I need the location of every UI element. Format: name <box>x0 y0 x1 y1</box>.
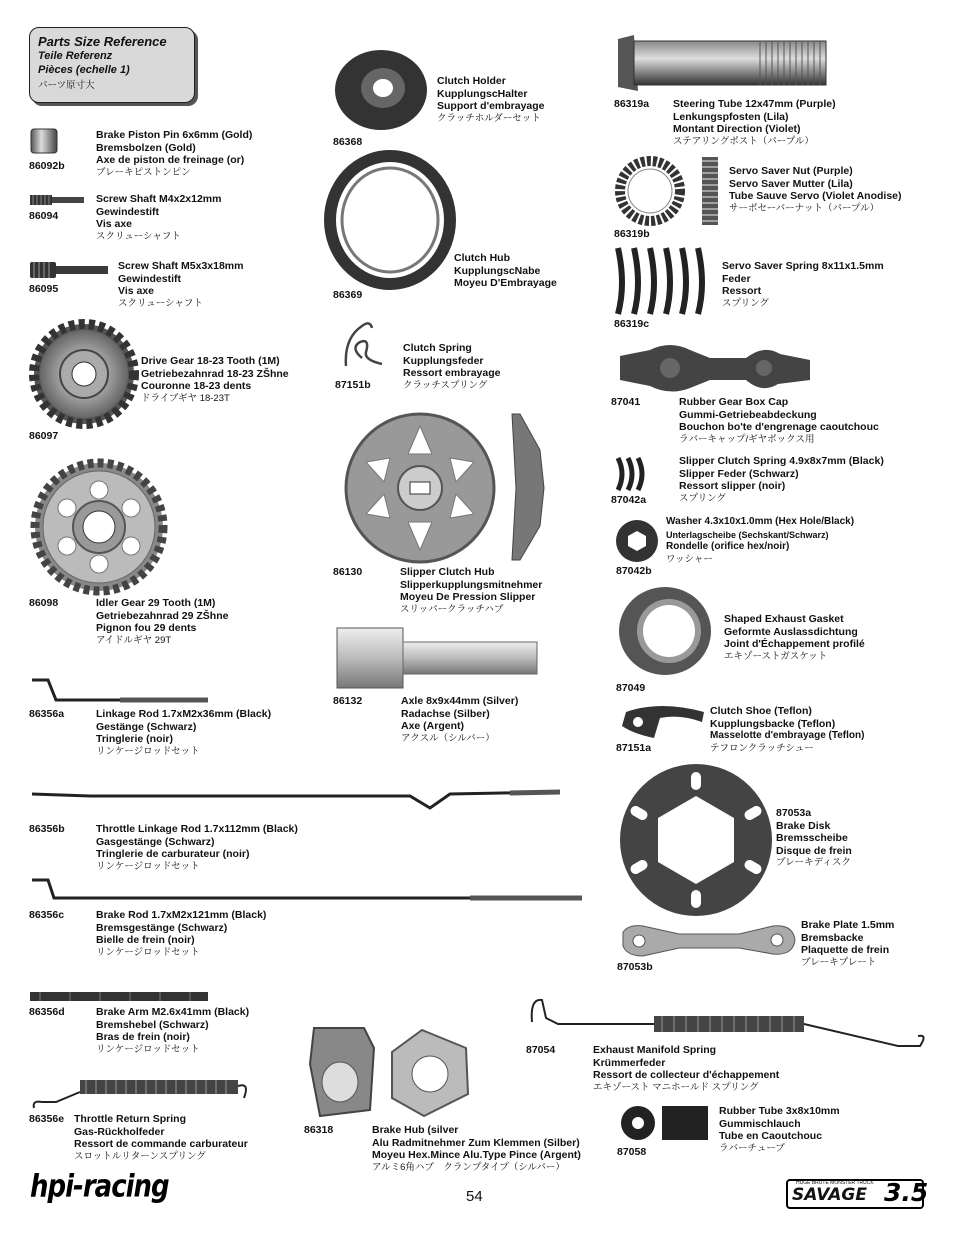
screw-shaft-m4-image <box>30 193 86 207</box>
part-number: 87042b <box>616 565 652 577</box>
label-jp: ブレーキプレート <box>801 956 877 968</box>
part-number: 86097 <box>29 430 59 442</box>
label-en: Steering Tube 12x47mm (Purple) <box>673 98 836 110</box>
part-label-87053a <box>776 807 852 870</box>
drive-gear-image <box>30 320 138 428</box>
label-de: Radachse (Silber) <box>401 707 490 720</box>
label-jp: ブレーキピストンピン <box>96 166 191 178</box>
label-en: Brake Hub (silver <box>372 1124 459 1136</box>
part-label-87053b <box>801 919 894 969</box>
part-number: 86319a <box>614 98 650 110</box>
label-en: Slipper Clutch Hub <box>400 566 495 578</box>
label-jp: リンケージロッドセット <box>96 1043 200 1055</box>
label-de: Lenkungspfosten (Lila) <box>673 110 789 123</box>
label-jp: クラッチスプリング <box>403 379 488 391</box>
label-en: Screw Shaft M4x2x12mm <box>96 193 222 205</box>
part-number: 86319c <box>614 318 650 330</box>
label-fr: Ressort embrayage <box>403 367 501 380</box>
part-number: 87042a <box>611 494 647 506</box>
part-number: 86095 <box>29 283 59 295</box>
label-en: Washer 4.3x10x1.0mm (Hex Hole/Black) <box>666 516 855 527</box>
savage-logo <box>786 1178 929 1209</box>
part-label-86356c <box>96 909 266 959</box>
label-de: Gummi-Getriebeabdeckung <box>679 408 817 421</box>
label-fr: Moyeu De Pression Slipper <box>400 591 536 604</box>
label-fr: Bras de frein (noir) <box>96 1031 190 1044</box>
part-label-86369 <box>454 252 557 290</box>
label-de: Bremsbacke <box>801 931 864 944</box>
clutch-hub-image <box>326 152 454 288</box>
rubber-gear-box-cap-image <box>614 340 812 396</box>
savage-logo-number: 3.5 <box>884 1178 929 1207</box>
label-en: Drive Gear 18-23 Tooth (1M) <box>141 355 280 367</box>
label-de: KupplungscNabe <box>454 264 541 277</box>
label-en: Brake Rod 1.7xM2x121mm (Black) <box>96 909 267 921</box>
label-jp: スプリング <box>679 492 726 504</box>
label-fr: Disque de frein <box>776 844 852 857</box>
part-number: 86132 <box>333 695 363 707</box>
brake-piston-pin-image <box>30 128 58 154</box>
label-de: Kupplungsfeder <box>403 354 484 367</box>
part-number: 86130 <box>333 566 363 578</box>
label-de: Kupplungsbacke (Teflon) <box>710 717 836 730</box>
label-en: Clutch Shoe (Teflon) <box>710 705 812 717</box>
reference-title-fr: Pièces (echelle 1) <box>38 64 130 76</box>
slipper-clutch-hub-image <box>334 410 554 564</box>
label-jp: リンケージロッドセット <box>96 946 200 958</box>
label-fr: Moyeu D'Embrayage <box>454 277 557 290</box>
steering-tube-image <box>614 35 828 93</box>
label-de: Bremshebel (Schwarz) <box>96 1018 209 1031</box>
throttle-return-spring-image <box>30 1072 250 1112</box>
clutch-shoe-image <box>620 704 708 742</box>
part-label-86092b <box>96 129 252 179</box>
label-fr: Vis axe <box>118 285 155 298</box>
part-number: 86356e <box>29 1113 65 1125</box>
label-jp: スプリング <box>722 297 769 309</box>
part-label-87054 <box>593 1044 779 1094</box>
part-number: 86356c <box>29 909 65 921</box>
label-fr: Masselotte d'embrayage (Teflon) <box>710 730 865 742</box>
part-number: 87053a <box>776 807 812 819</box>
label-jp: ラバーチューブ <box>719 1142 785 1154</box>
part-label-86356e <box>74 1113 248 1163</box>
label-jp: スクリューシャフト <box>118 297 203 309</box>
label-de: KupplungscHalter <box>437 87 528 100</box>
part-number: 86356a <box>29 708 65 720</box>
part-number: 87151a <box>616 742 652 754</box>
label-jp: エキゾースト マニホールド スプリング <box>593 1081 759 1093</box>
brake-hub-image <box>304 1024 476 1120</box>
label-jp: ラバーキャップ/ギヤボックス用 <box>679 433 815 445</box>
label-fr: Moyeu Hex.Mince Alu.Type Pince (Argent) <box>372 1149 581 1162</box>
part-label-86318 <box>372 1124 581 1174</box>
label-en: Servo Saver Nut (Purple) <box>729 165 853 177</box>
part-number: 87049 <box>616 682 646 694</box>
label-jp: ブレーキディスク <box>776 857 851 869</box>
part-number: 86356d <box>29 1006 65 1018</box>
label-en: Brake Piston Pin 6x6mm (Gold) <box>96 129 253 141</box>
label-en: Axle 8x9x44mm (Silver) <box>401 695 519 707</box>
rubber-tube-image <box>620 1103 712 1143</box>
label-en: Brake Arm M2.6x41mm (Black) <box>96 1006 250 1018</box>
part-label-87041 <box>679 396 879 446</box>
label-en: Rubber Tube 3x8x10mm <box>719 1105 840 1117</box>
label-de: Gewindestift <box>96 205 160 218</box>
label-fr: Ressort de collecteur d'échappement <box>593 1069 780 1082</box>
label-en: Shaped Exhaust Gasket <box>724 613 844 625</box>
part-number: 86092b <box>29 160 65 172</box>
part-number: 86369 <box>333 289 363 301</box>
label-jp: リンケージロッドセット <box>96 745 200 757</box>
part-label-86130 <box>400 566 542 616</box>
label-en: Servo Saver Spring 8x11x1.5mm <box>722 260 884 272</box>
label-fr: Bouchon bo'te d'engrenage caoutchouc <box>679 421 879 434</box>
part-label-87058 <box>719 1105 840 1155</box>
label-en: Throttle Return Spring <box>74 1113 186 1125</box>
label-fr: Axe de piston de freinage (or) <box>96 154 245 167</box>
clutch-spring-image <box>340 318 386 368</box>
part-number: 86098 <box>29 597 59 609</box>
savage-logo-subtitle: HUGE BRUTE MONSTER TRUCK <box>796 1180 874 1186</box>
exhaust-gasket-image <box>617 585 713 677</box>
part-number: 86368 <box>333 136 363 148</box>
exhaust-manifold-spring-image <box>528 994 930 1050</box>
label-en: Brake Disk <box>776 819 831 832</box>
slipper-clutch-spring-image <box>614 454 650 494</box>
clutch-holder-image <box>333 48 429 132</box>
label-de: Gummischlauch <box>719 1117 801 1130</box>
label-en: Exhaust Manifold Spring <box>593 1044 717 1056</box>
label-fr: Support d'embrayage <box>437 100 545 113</box>
part-label-86319a <box>673 98 836 148</box>
part-number: 86319b <box>614 228 650 240</box>
label-jp: クラッチホルダーセット <box>437 112 541 124</box>
throttle-linkage-rod-image <box>30 784 562 814</box>
label-en: Slipper Clutch Spring 4.9x8x7mm (Black) <box>679 455 884 467</box>
label-fr: Tringlerie de carburateur (noir) <box>96 848 250 861</box>
label-fr: Ressort de commande carburateur <box>74 1138 248 1151</box>
label-de: Bremsgestänge (Schwarz) <box>96 921 228 934</box>
reference-title-de: Teile Referenz <box>38 50 113 62</box>
part-label-86098 <box>96 597 228 647</box>
part-number: 87058 <box>617 1146 647 1158</box>
label-en: Idler Gear 29 Tooth (1M) <box>96 597 216 609</box>
savage-logo-text: SAVAGE <box>792 1185 867 1205</box>
brake-arm-image <box>30 990 210 1004</box>
part-number: 86094 <box>29 210 59 222</box>
part-label-87151b <box>403 342 500 392</box>
label-jp: ワッシャー <box>666 553 713 565</box>
part-label-86095 <box>118 260 243 310</box>
label-de: Bremsscheibe <box>776 832 848 845</box>
part-label-87151a <box>710 705 864 755</box>
axle-image <box>335 626 541 692</box>
part-number: 87041 <box>611 396 641 408</box>
label-jp: ステアリングポスト（パープル） <box>673 135 814 147</box>
label-de: Gas-Rückholfeder <box>74 1125 165 1138</box>
label-jp: アイドルギヤ 29T <box>96 634 172 646</box>
label-de: Slipper Feder (Schwarz) <box>679 467 799 480</box>
label-fr: Ressort slipper (noir) <box>679 480 786 493</box>
label-de: Krümmerfeder <box>593 1056 666 1069</box>
label-en: Clutch Spring <box>403 342 472 354</box>
part-label-86356b <box>96 823 298 873</box>
label-fr: Tube en Caoutchouc <box>719 1130 823 1143</box>
part-label-86097 <box>141 355 289 405</box>
label-de: Slipperkupplungsmitnehmer <box>400 578 543 591</box>
label-jp: アルミ6角ハブ クランプタイプ（シルバー） <box>372 1161 565 1173</box>
label-de: Feder <box>722 272 751 285</box>
label-en: Rubber Gear Box Cap <box>679 396 789 408</box>
washer-hex-hole-image <box>614 518 660 564</box>
label-de: Unterlagscheibe (Sechskant/Schwarz) <box>666 529 829 540</box>
label-fr: Rondelle (orifice hex/noir) <box>666 541 790 553</box>
label-jp: アクスル（シルバー） <box>401 732 495 744</box>
label-fr: Vis axe <box>96 218 133 231</box>
label-fr: Ressort <box>722 285 762 298</box>
page-number: 54 <box>466 1188 483 1205</box>
label-de: Alu Radmitnehmer Zum Klemmen (Silber) <box>372 1136 580 1149</box>
part-label-87049 <box>724 613 865 663</box>
hpi-racing-logo: hpi-racing <box>30 1169 169 1205</box>
label-fr: Tringlerie (noir) <box>96 733 174 746</box>
label-de: Getriebezahnrad 29 ZŠhne <box>96 609 229 622</box>
brake-disk-image <box>618 762 774 918</box>
label-jp: スクリューシャフト <box>96 230 181 242</box>
parts-size-reference-box <box>29 27 195 103</box>
label-jp: スロットルリターンスプリング <box>74 1150 206 1162</box>
label-jp: テフロンクラッチシュー <box>710 742 814 754</box>
part-label-86319c <box>722 260 884 310</box>
label-en: Throttle Linkage Rod 1.7x112mm (Black) <box>96 823 298 835</box>
label-fr: Montant Direction (Violet) <box>673 123 801 136</box>
label-de: Bremsbolzen (Gold) <box>96 141 196 154</box>
label-jp: ドライブギヤ 18-23T <box>141 392 230 404</box>
part-number: 86318 <box>304 1124 334 1136</box>
part-number: 87054 <box>526 1044 556 1056</box>
label-jp: サーボセーバーナット（パープル） <box>729 202 880 214</box>
label-de: Getriebezahnrad 18-23 ZŠhne <box>141 367 289 380</box>
label-en: Screw Shaft M5x3x18mm <box>118 260 244 272</box>
part-label-86368 <box>437 75 545 125</box>
label-fr: Joint d'Échappement profilé <box>724 638 865 651</box>
label-en: Linkage Rod 1.7xM2x36mm (Black) <box>96 708 272 720</box>
label-fr: Plaquette de frein <box>801 944 890 957</box>
part-label-86356a <box>96 708 271 758</box>
part-label-87042a <box>679 455 884 505</box>
part-label-86132 <box>401 695 518 745</box>
label-jp: エキゾーストガスケット <box>724 650 828 662</box>
part-number: 87151b <box>335 379 371 391</box>
label-fr: Tube Sauve Servo (Violet Anodise) <box>729 190 902 203</box>
label-fr: Axe (Argent) <box>401 720 465 733</box>
label-jp: リンケージロッドセット <box>96 860 200 872</box>
linkage-rod-36-image <box>30 676 210 706</box>
brake-plate-image <box>619 922 797 960</box>
reference-title-jp: パーツ原寸大 <box>38 80 95 91</box>
screw-shaft-m5-image <box>30 260 110 280</box>
label-en: Clutch Hub <box>454 252 510 264</box>
label-en: Clutch Holder <box>437 75 506 87</box>
label-jp: スリッパークラッチハブ <box>400 603 504 615</box>
label-en: Brake Plate 1.5mm <box>801 919 895 931</box>
servo-saver-nut-image <box>614 155 722 227</box>
brake-rod-image <box>30 876 586 906</box>
label-de: Geformte Auslassdichtung <box>724 625 858 638</box>
servo-saver-spring-image <box>614 244 714 316</box>
label-fr: Couronne 18-23 dents <box>141 380 252 393</box>
part-label-86356d <box>96 1006 249 1056</box>
label-de: Gestänge (Schwarz) <box>96 720 197 733</box>
idler-gear-image <box>30 458 168 596</box>
label-de: Gewindestift <box>118 272 182 285</box>
part-label-86094 <box>96 193 221 243</box>
part-label-86319b <box>729 165 902 215</box>
part-number: 86356b <box>29 823 65 835</box>
reference-title: Parts Size Reference <box>38 34 167 49</box>
label-fr: Bielle de frein (noir) <box>96 934 195 947</box>
part-label-87042b <box>666 516 854 566</box>
label-de: Gasgestänge (Schwarz) <box>96 835 215 848</box>
part-number: 87053b <box>617 961 653 973</box>
label-fr: Pignon fou 29 dents <box>96 622 197 635</box>
label-de: Servo Saver Mutter (Lila) <box>729 177 853 190</box>
